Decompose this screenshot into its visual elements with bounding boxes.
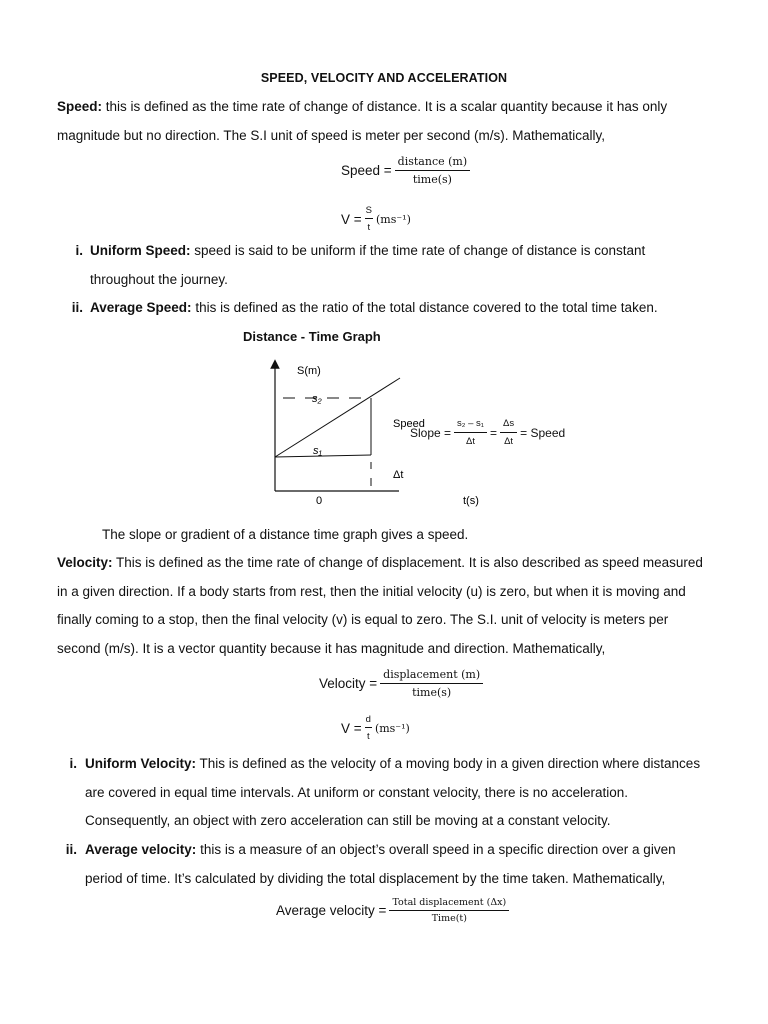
origin-label: 0 bbox=[316, 495, 323, 507]
slope-fraction-1 bbox=[454, 416, 487, 449]
velocity-eq-numerator: displacement (m) bbox=[380, 667, 483, 684]
speed-eq-fraction bbox=[395, 154, 470, 187]
speed-v-unit: (ms⁻¹) bbox=[375, 212, 411, 226]
speed-eq-numerator: distance (m) bbox=[395, 154, 470, 171]
speed-definition-cont bbox=[57, 122, 711, 151]
document-page bbox=[57, 0, 711, 1024]
velocity-v-equation bbox=[341, 712, 410, 744]
average-velocity-lhs: Average velocity = bbox=[276, 903, 387, 918]
delta-t-label: Δt bbox=[393, 469, 404, 481]
velocity-v-denominator: t bbox=[366, 731, 370, 742]
s1-label: s₁ bbox=[313, 445, 322, 457]
velocity-eq-fraction bbox=[380, 667, 483, 700]
speed-v-denominator: t bbox=[367, 222, 371, 233]
velocity-v-fraction bbox=[365, 712, 372, 744]
uniform-velocity-line-2: are covered in equal time intervals. At uniform or constant velocity, there is no acceleration. bbox=[85, 785, 629, 800]
uniform-speed-line-1: speed is said to be uniform if the time rate of change of distance is constant bbox=[194, 243, 646, 258]
average-velocity-fraction bbox=[389, 896, 509, 925]
list-number: i. bbox=[75, 243, 83, 258]
velocity-definition bbox=[57, 549, 711, 578]
speed-v-lhs: V = bbox=[341, 211, 362, 227]
velocity-v-numerator: d bbox=[365, 712, 372, 728]
velocity-equation bbox=[319, 667, 483, 700]
velocity-line-4: second (m/s). It is a vector quantity because it has magnitude and direction. Mathematically, bbox=[57, 641, 606, 656]
list-number: ii. bbox=[71, 300, 83, 315]
average-velocity-equation bbox=[276, 896, 509, 925]
slope-numerator-2: Δs bbox=[500, 416, 517, 433]
slope-denominator-2: Δt bbox=[504, 436, 514, 447]
velocity-line-3: finally coming to a stop, then the final velocity (v) is equal to zero. The S.I. unit of velocity is meters per bbox=[57, 612, 669, 627]
list-item-body bbox=[90, 294, 711, 323]
average-speed-line-1: this is defined as the ratio of the total distance covered to the total time taken. bbox=[195, 300, 658, 315]
speed-term: Speed: bbox=[57, 99, 103, 114]
slope-numerator-1: s₂ – s₁ bbox=[454, 416, 487, 433]
uniform-velocity-term: Uniform Velocity: bbox=[85, 756, 197, 771]
slope-result: = Speed bbox=[520, 425, 566, 440]
velocity-line-2: in a given direction. If a body starts from rest, then the initial velocity (u) is zero, but when it is moving and bbox=[57, 584, 686, 599]
slope-lhs: Slope = bbox=[410, 425, 452, 440]
velocity-line-1: This is defined as the time rate of change of displacement. It is also described as speed measured bbox=[116, 555, 703, 570]
average-velocity-line-2: period of time. It’s calculated by dividing the total displacement by the time taken. Mathematically, bbox=[85, 871, 666, 886]
average-speed-term: Average Speed: bbox=[90, 300, 192, 315]
y-axis-label: S(m) bbox=[297, 365, 321, 377]
graph-title: Distance - Time Graph bbox=[243, 329, 381, 344]
velocity-eq-lhs: Velocity = bbox=[319, 676, 378, 691]
speed-v-equation bbox=[341, 203, 411, 235]
speed-line-2: magnitude but no direction. The S.I unit of speed is meter per second (m/s). Mathematically, bbox=[57, 128, 606, 143]
triangle-base bbox=[275, 455, 371, 457]
list-item-body bbox=[85, 836, 711, 865]
slope-equation bbox=[410, 416, 565, 449]
average-velocity-denominator: Time(t) bbox=[431, 913, 467, 924]
velocity-v-unit: (ms⁻¹) bbox=[374, 721, 410, 735]
speed-label: Speed bbox=[393, 418, 425, 430]
speed-v-numerator: S bbox=[365, 203, 373, 219]
speed-equation bbox=[341, 154, 470, 187]
speed-definition bbox=[57, 93, 711, 122]
list-item-body bbox=[85, 750, 711, 779]
uniform-speed-line-2: throughout the journey. bbox=[90, 272, 228, 287]
uniform-speed-term: Uniform Speed: bbox=[90, 243, 191, 258]
list-number: ii. bbox=[65, 842, 77, 857]
slope-denominator-1: Δt bbox=[466, 436, 476, 447]
velocity-term: Velocity: bbox=[57, 555, 113, 570]
s2-label: s₂ bbox=[312, 393, 322, 405]
speed-eq-denominator: time(s) bbox=[412, 173, 452, 186]
list-item-body bbox=[90, 237, 711, 266]
x-axis-label: t(s) bbox=[463, 495, 479, 507]
list-number: i. bbox=[69, 756, 77, 771]
uniform-velocity-line-1: This is defined as the velocity of a moving body in a given direction where distances bbox=[199, 756, 701, 771]
distance-line bbox=[275, 378, 400, 457]
graph-caption: The slope or gradient of a distance time graph gives a speed. bbox=[102, 527, 469, 542]
document-title: SPEED, VELOCITY AND ACCELERATION bbox=[260, 71, 508, 85]
equals-sign: = bbox=[490, 425, 498, 440]
slope-fraction-2 bbox=[500, 416, 517, 449]
velocity-eq-denominator: time(s) bbox=[412, 686, 452, 699]
average-velocity-term: Average velocity: bbox=[85, 842, 197, 857]
uniform-velocity-line-3: Consequently, an object with zero acceleration can still be moving at a constant velocity. bbox=[85, 813, 611, 828]
velocity-v-lhs: V = bbox=[341, 720, 362, 736]
speed-v-fraction bbox=[365, 203, 373, 235]
speed-eq-lhs: Speed = bbox=[341, 163, 392, 178]
speed-line-1: this is defined as the time rate of change of distance. It is a scalar quantity because it has only bbox=[105, 99, 668, 114]
average-velocity-numerator: Total displacement (Δx) bbox=[389, 896, 509, 911]
average-velocity-line-1: this is a measure of an object’s overall speed in a specific direction over a given bbox=[200, 842, 676, 857]
